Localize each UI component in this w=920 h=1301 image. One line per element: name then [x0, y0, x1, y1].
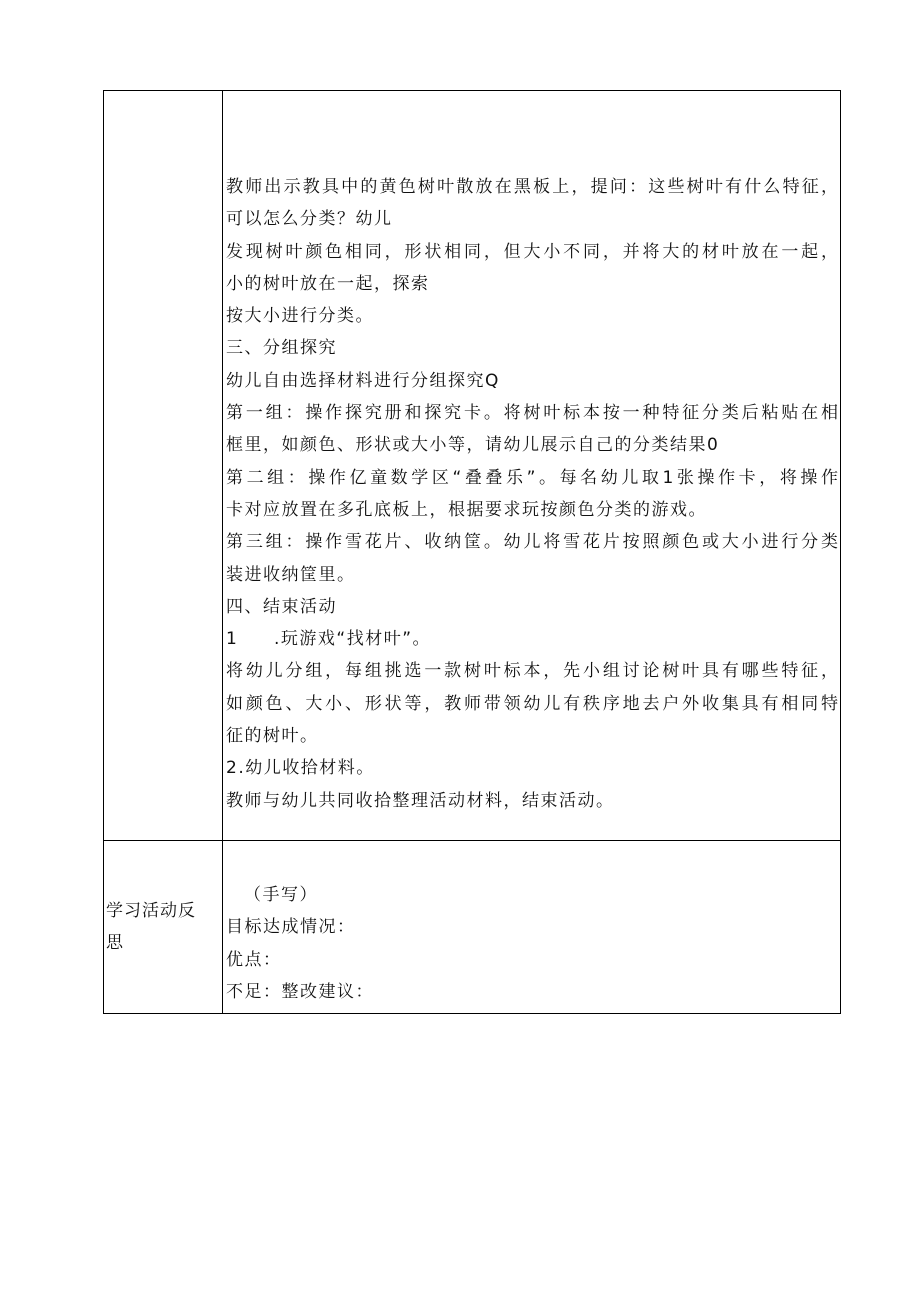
process-line: 幼儿自由选择材料进行分组探究Q — [226, 370, 500, 391]
goal-field: 目标达成情况： — [226, 917, 356, 938]
process-line: 卡对应放置在多孔底板上，根据要求玩按颜色分类的游戏。 — [226, 499, 707, 520]
process-line: 发现树叶颜色相同，形状相同，但大小不同，并将大的材叶放在一起， — [226, 241, 838, 262]
pros-field: 优点： — [226, 949, 282, 970]
process-line: 第一组：操作探究册和探究卡。将树叶标本按一种特征分类后粘贴在相 — [226, 403, 838, 424]
reflection-label-cell — [104, 841, 223, 1013]
step-text: .玩游戏“找材叶”。 — [274, 629, 432, 650]
process-line: 将幼儿分组，每组挑选一款树叶标本，先小组讨论树叶具有哪些特征， — [226, 661, 838, 682]
process-line: 第三组：操作雪花片、收纳筐。幼儿将雪花片按照颜色或大小进行分类 — [226, 532, 838, 553]
reflection-label-line: 学习活动反 — [106, 901, 196, 921]
process-line: 可以怎么分类？幼儿 — [226, 209, 393, 230]
reflection-content-cell — [223, 841, 840, 1013]
process-line: 2.幼儿收拾材料。 — [226, 758, 375, 779]
section-heading: 四、结束活动 — [226, 596, 337, 617]
process-line: 框里，如颜色、形状或大小等，请幼儿展示自己的分类结果0 — [226, 435, 720, 456]
cons-field: 不足：整改建议： — [226, 981, 374, 1002]
process-line: 征的树叶。 — [226, 726, 319, 747]
process-line: 教师出示教具中的黄色树叶散放在黑板上，提问：这些树叶有什么特征， — [226, 177, 838, 197]
reflection-label-line: 思 — [106, 933, 124, 953]
lesson-table — [103, 90, 841, 1014]
process-line: 按大小进行分类。 — [226, 306, 374, 327]
process-line: 教师与幼儿共同收拾整理活动材料，结束活动。 — [226, 790, 615, 811]
process-line: 如颜色、大小、形状等，教师带领幼儿有秩序地去户外收集具有相同特 — [226, 693, 838, 714]
process-line: 小的树叶放在一起，探索 — [226, 273, 430, 294]
reflection-row — [104, 840, 840, 1013]
process-line: 第二组：操作亿童数学区“叠叠乐”。每名幼儿取1张操作卡，将操作 — [226, 467, 838, 488]
step-number: 1 — [226, 629, 239, 650]
reflection-label — [104, 895, 196, 959]
process-line: 装进收纳筐里。 — [226, 564, 356, 585]
process-content-cell — [223, 91, 840, 840]
game-step — [226, 623, 838, 655]
activity-process-row — [104, 91, 840, 840]
handwrite-note: （手写） — [244, 885, 318, 905]
section-heading: 三、分组探究 — [226, 338, 337, 359]
process-label-cell — [104, 91, 223, 840]
